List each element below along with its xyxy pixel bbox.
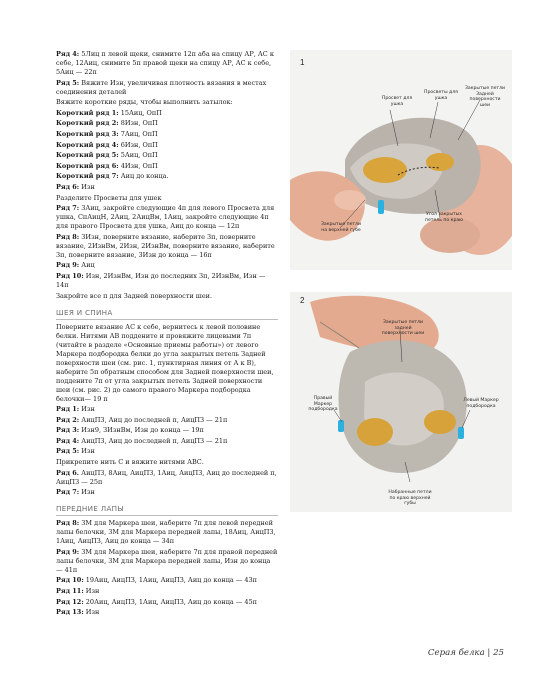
- row-text: Изн: [79, 405, 95, 414]
- label-upper-lip-cast-on: Набранные петли по краю верхней губы: [388, 490, 432, 507]
- row-label: Ряд 4:: [56, 436, 80, 445]
- row-label: Ряд 2:: [56, 415, 80, 424]
- row-label: Ряд 4:: [56, 50, 80, 58]
- row-text: 15Аиц, ОпП: [118, 108, 162, 117]
- row-text: АицПЗ, 8Аиц, АицПЗ, 1Аиц, АицПЗ, Аиц до последней п, АицПЗ — 25п: [56, 468, 277, 486]
- paragraph: Вяжите короткие ряды, чтобы выполнить затылок:: [56, 98, 233, 107]
- row-text: 5Аиц, ОпП: [118, 151, 158, 160]
- label-upper-lip-loops: Закрытые петли на верхней губе: [320, 222, 362, 233]
- row-label: Ряд 7:: [56, 204, 80, 213]
- row-label: Ряд 9:: [56, 261, 80, 270]
- row-text: Изн: [83, 608, 100, 617]
- row-text: 3Аиц, закройте следующие 4п для левого Просвета для ушка, СпАицН, 2Аиц, 2АицВм, 1Аиц, закройте следующие 4п для правого Просвета для ушка, Аиц до конца — 12п: [56, 204, 275, 231]
- row-label: Ряд 12:: [56, 597, 84, 606]
- row-text: Изн: [79, 488, 95, 497]
- footer-separator: |: [484, 648, 494, 658]
- row-text: 3М для Маркера шеи, наберите 7п для левой передней лапы белочки, 3М для Маркера передней лапы, 18Аиц, АицПЗ, 1Аиц, АицПЗ, Аиц до конца — 34п: [56, 519, 276, 546]
- paragraph: Поверните вязание АС к себе, вернитесь к левой половине белки. Нитями АВ поддените и провяжите лицевыми 7п (читайте в разделе «Основные приемы работы») от левого Маркера подбородка белки до угла закрытых петель Задней поверхности шеи (см. рис. 1, пунктирная линия от А к В), наберите 5п обратным способом для Задней поверхности шеи, поддените 7п от угла закрытых петель Задней поверхности шеи (см. рис. 2) до самого правого Маркера подбородка белочки— 19 п: [56, 322, 274, 403]
- label-ear-gap: Просвет для ушка: [381, 96, 413, 107]
- label-ear-gaps: Просветы для ушка: [424, 90, 458, 101]
- row-label: Ряд 8:: [56, 519, 80, 528]
- book-title: Серая белка: [427, 648, 485, 658]
- row-label: Ряд 9:: [56, 547, 80, 556]
- page-footer: [428, 648, 504, 658]
- paragraph: Прикрепите нить С и вяжите нитями АВС.: [56, 458, 204, 467]
- section-heading-front-legs: ПЕРЕДНИЕ ЛАПЫ: [56, 504, 278, 516]
- row-text: 3Изн, поверните вязание, наберите 3п, поверните вязание, 2ИзнВм, 2Изн, 2ИзнВм, поверните вязание, наберите 3п, поверните вязание, 3Изн до конца — 16п: [56, 232, 275, 259]
- row-label: Ряд 10:: [56, 271, 84, 280]
- row-text: Аиц: [79, 261, 95, 270]
- row-label: Короткий ряд 7:: [56, 172, 119, 181]
- row-label: Ряд 13:: [56, 608, 84, 617]
- row-text: Аиц до конца.: [118, 172, 169, 181]
- row-label: Ряд 3:: [56, 426, 80, 435]
- row-text: Изн: [79, 447, 95, 456]
- row-text: 7Аиц, ОпП: [118, 129, 158, 138]
- row-label: Короткий ряд 2:: [56, 119, 119, 128]
- row-label: Короткий ряд 5:: [56, 151, 119, 160]
- row-text: АицПЗ, Аиц до последней п, АицПЗ — 21п: [79, 415, 228, 424]
- row-label: Короткий ряд 1:: [56, 108, 119, 117]
- row-label: Короткий ряд 6:: [56, 161, 119, 170]
- label-neck-loops: Закрытые петли задней поверхности шеи: [381, 320, 425, 337]
- row-text: 19Аиц, АицПЗ, 1Аиц, АицПЗ, Аиц до конца — 43п: [83, 576, 257, 585]
- row-label: Ряд 6:: [56, 182, 80, 191]
- row-label: Ряд 5:: [56, 78, 80, 87]
- row-label: Короткий ряд 3:: [56, 129, 119, 138]
- knitting-photo-1-illustration: [290, 50, 512, 270]
- row-text: АицПЗ, Аиц до последней п, АицПЗ — 21п: [79, 436, 228, 445]
- row-text: Изн: [83, 587, 100, 596]
- row-text: 3М для Маркера шеи, наберите 7п для правой передней лапы белочки, 3М для Маркера передней лапы, Изн до конца — 41п: [56, 547, 278, 574]
- label-neck-closed-loops: Закрытые петли Задней поверхности шеи: [464, 86, 506, 108]
- row-label: Ряд 1:: [56, 405, 80, 414]
- row-text: 8Изн, ОпП: [118, 119, 158, 128]
- label-corner-loops: Угол закрытых петель по краю: [424, 212, 464, 223]
- figure-number-2: 2: [300, 296, 305, 305]
- row-label: Ряд 5:: [56, 447, 80, 456]
- row-label: Ряд 6.: [56, 468, 80, 477]
- paragraph: Разделите Просветы для ушек: [56, 193, 162, 202]
- instructions-column: [56, 50, 278, 619]
- row-label: Ряд 11:: [56, 587, 84, 596]
- page-number: 25: [493, 648, 504, 658]
- paragraph: Закройте все п для Задней поверхности шеи.: [56, 291, 213, 300]
- figure-number-1: 1: [300, 58, 305, 67]
- row-label: Короткий ряд 4:: [56, 140, 119, 149]
- row-text: Изн, 2ИзнВм, Изн до последних 3п, 2ИзнВм, Изн — 14п: [56, 271, 266, 289]
- label-left-chin-marker: Левый Маркер подбородка: [463, 398, 499, 409]
- row-text: 6Изн, ОпП: [118, 140, 158, 149]
- row-text: Изн9, ЗИзнВм, Изн до конца — 19п: [79, 426, 204, 435]
- label-right-chin-marker: Правый Маркер подбородка: [308, 396, 338, 413]
- row-label: Ряд 10:: [56, 576, 84, 585]
- row-label: Ряд 8:: [56, 232, 80, 241]
- row-text: 20Аиц, АицПЗ, 1Аиц, АицПЗ, Аиц до конца — 45п: [83, 597, 257, 606]
- knitting-photo-1: [290, 50, 512, 270]
- row-text: Вяжите Изн, увеличивая плотность вязания в местах соединения деталей: [56, 78, 267, 96]
- row-text: 5Лиц п левой щеки, снимите 12п аба на спицу АР, АС к себе, 12Аиц, снимите 5п правой щеки на спицу АР, АС к себе, 5Аиц — 22п: [56, 50, 274, 76]
- row-text: 4Изн, ОпП: [118, 161, 158, 170]
- row-label: Ряд 7:: [56, 488, 80, 497]
- row-text: Изн: [79, 182, 95, 191]
- section-heading-neck: ШЕЯ И СПИНА: [56, 308, 278, 320]
